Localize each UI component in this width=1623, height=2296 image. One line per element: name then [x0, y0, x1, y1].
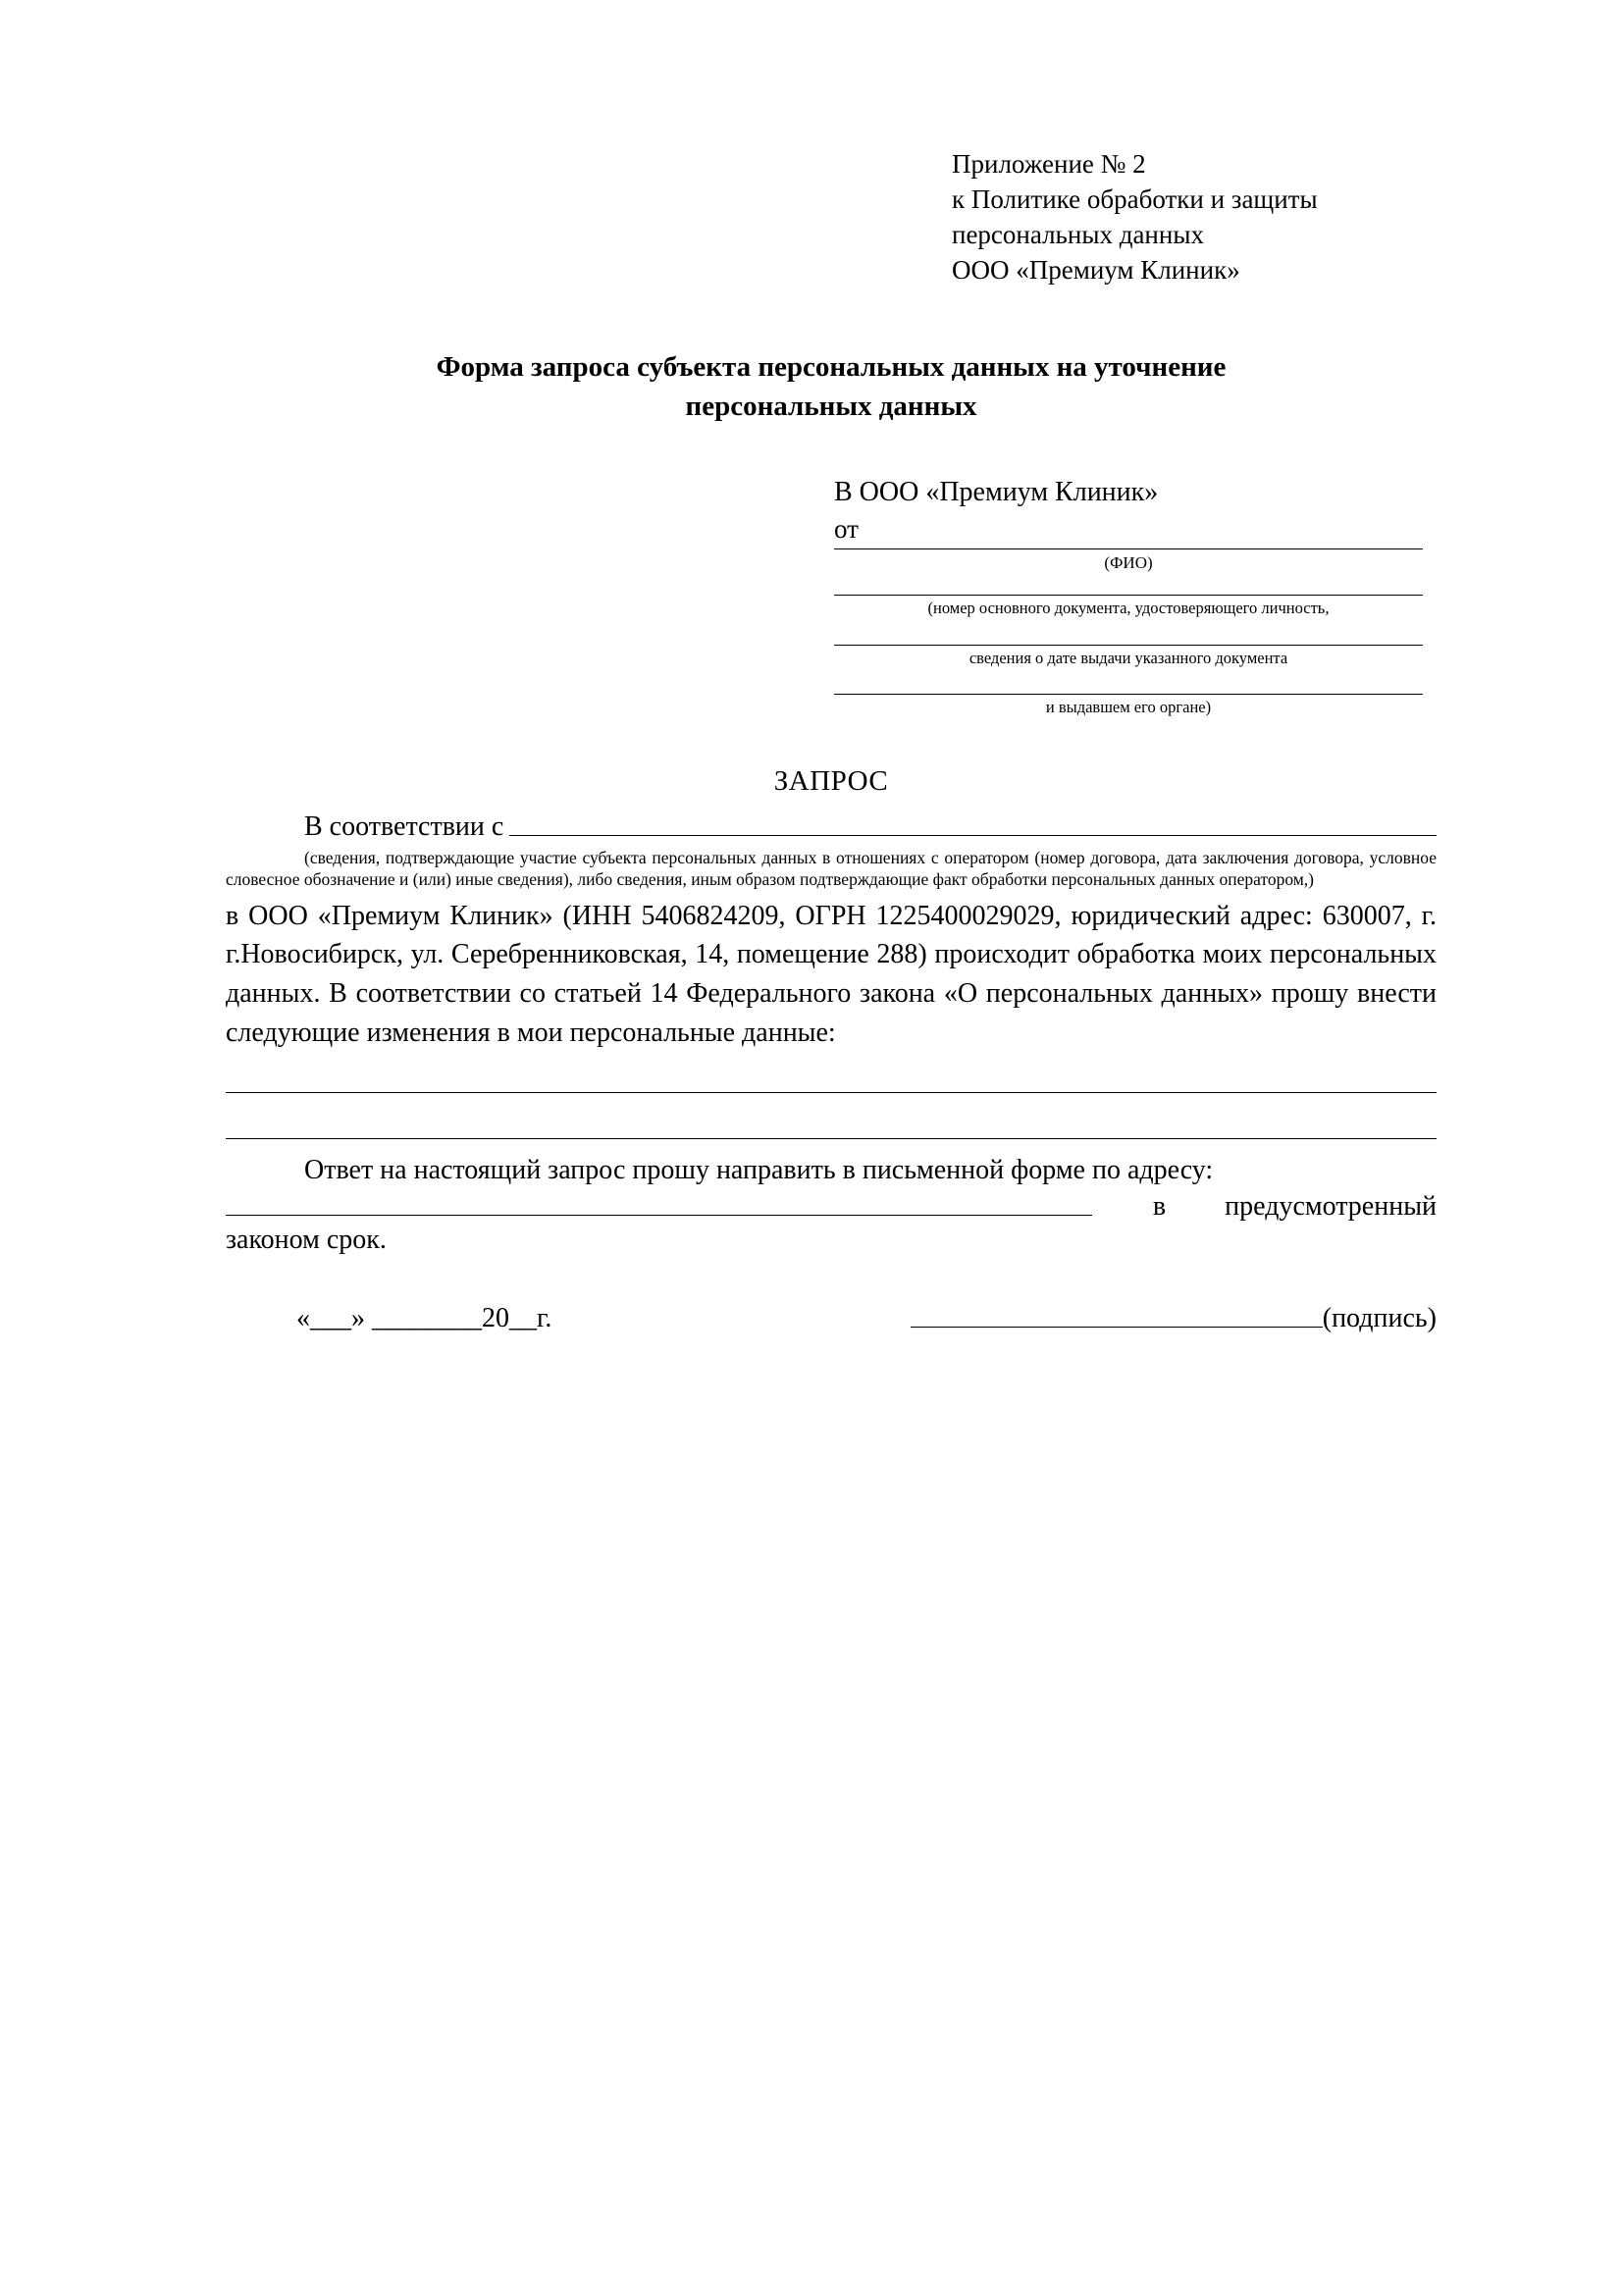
document-date-rule	[834, 645, 1423, 646]
request-body-text: в ООО «Премиум Клиник» (ИНН 5406824209, ОГРН 1225400029029, юридический адрес: 630007, г. г.Новосибирск, ул. Серебренниковская, 14, помещение 288) происходит обработка моих персональных данных. В соответствии со статьей 14 Федерального закона «О персональных данных» прошу внести следующие изменения в мои персональные данные:	[226, 900, 1437, 1048]
answer-word-tail: предусмотренный	[1225, 1191, 1437, 1223]
fio-caption: (ФИО)	[1104, 552, 1153, 572]
changes-rule-1[interactable]	[226, 1092, 1437, 1093]
in-accordance-label: В соответствии с	[304, 810, 504, 842]
signature-rule	[911, 1327, 1323, 1328]
document-issuer-caption: и выдавшем его органе)	[1045, 698, 1212, 717]
page-title	[226, 347, 1437, 426]
answer-address-rule	[226, 1215, 1092, 1216]
document-date-field[interactable]	[834, 645, 1423, 669]
appendix-policy-line-1: к Политике обработки и защиты	[952, 183, 1318, 214]
appendix-header	[952, 147, 1437, 288]
in-accordance-note	[226, 847, 1437, 891]
date-field[interactable]: «___» ________20__г.	[296, 1303, 552, 1334]
document-number-caption: (номер основного документа, удостоверяющего личность,	[927, 598, 1330, 617]
appendix-number: Приложение № 2	[952, 149, 1146, 179]
page-title-line-1: Форма запроса субъекта персональных данных на уточнение	[436, 350, 1227, 383]
signature-label: (подпись)	[1322, 1303, 1437, 1334]
document-number-rule	[834, 595, 1423, 596]
answer-address-row[interactable]	[226, 1191, 1437, 1223]
page-title-line-2: персональных данных	[685, 390, 977, 422]
answer-address-label: Ответ на настоящий запрос прошу направить в письменной форме по адресу:	[304, 1154, 1214, 1185]
in-accordance-rule	[509, 835, 1437, 836]
addressee-from-label: от	[834, 513, 859, 544]
addressee-block	[834, 477, 1423, 718]
appendix-policy-line-2: персональных данных	[952, 219, 1204, 249]
appendix-company: ООО «Премиум Клиник»	[952, 254, 1240, 285]
fio-field[interactable]	[834, 548, 1423, 573]
answer-term-text: законом срок.	[226, 1225, 387, 1256]
answer-address-text	[226, 1151, 1437, 1190]
signature-row[interactable]	[226, 1303, 1437, 1334]
document-date-caption: сведения о дате выдачи указанного документа	[969, 648, 1288, 667]
request-heading: ЗАПРОС	[773, 764, 889, 797]
document-issuer-field[interactable]	[834, 694, 1423, 718]
in-accordance-row[interactable]	[226, 811, 1437, 843]
document-issuer-rule	[834, 694, 1423, 695]
document-number-field[interactable]	[834, 595, 1423, 619]
addressee-company: В ООО «Премиум Клиник»	[834, 476, 1159, 507]
changes-rule-2[interactable]	[226, 1138, 1437, 1139]
in-accordance-note-text: (сведения, подтверждающие участие субъекта персональных данных в отношениях с оператором (номер договора, дата заключения договора, условное словесное обозначение и (или) иные сведения), либо сведения, иным образом подтверждающие факт обработки персональных данных оператором,)	[226, 847, 1437, 890]
answer-word-v: в	[1152, 1191, 1167, 1223]
fio-rule	[834, 548, 1423, 549]
